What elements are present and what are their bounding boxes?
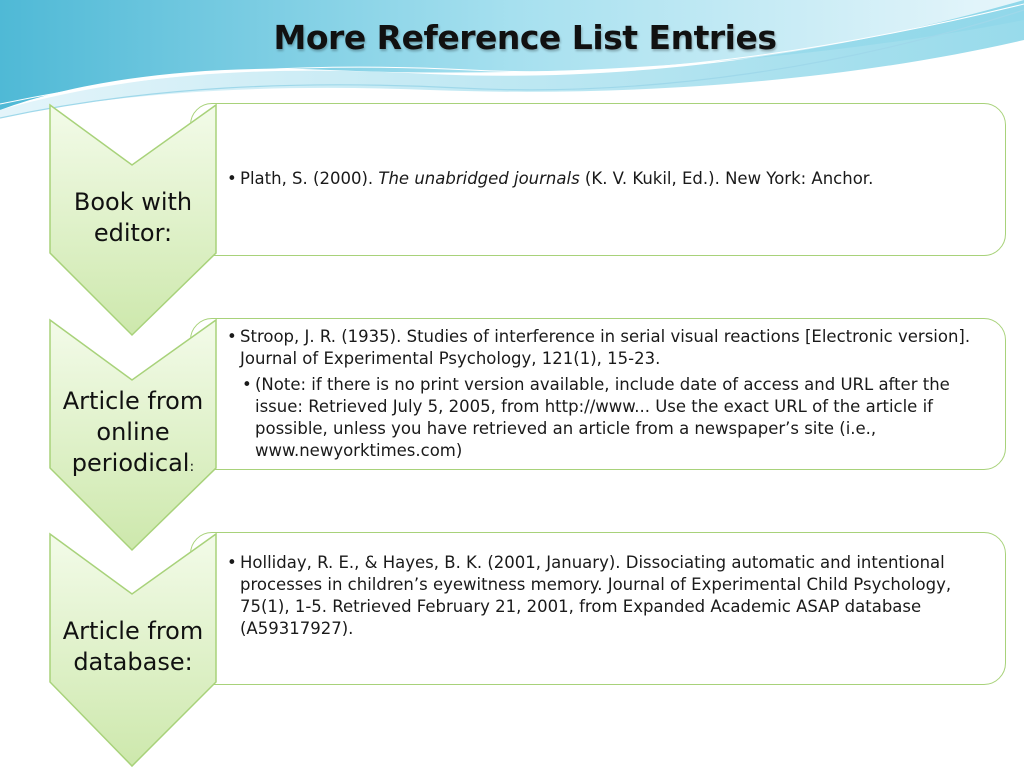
reference-note: • (Note: if there is no print version available, include date of access and URL after the issue: Retrieved July 5, 2005, from http://www... Use the exact URL of the article if possible, unless you have retrieved an article from a newspaper’s site (i.e., www.newyorktimes.com) bbox=[242, 375, 950, 460]
chevron-online-periodical bbox=[48, 318, 218, 553]
reference-entry-plath: • Plath, S. (2000). The unabridged journals (K. V. Kukil, Ed.). New York: Anchor. bbox=[227, 169, 874, 188]
book-title: The unabridged journals bbox=[378, 169, 580, 188]
category-label: Article from database: bbox=[62, 617, 204, 676]
bullet: • bbox=[227, 553, 237, 572]
category-label: Book with editor: bbox=[73, 188, 193, 247]
bullet: • bbox=[227, 327, 237, 346]
chevron-book-with-editor bbox=[48, 103, 218, 338]
bullet: • bbox=[227, 169, 237, 188]
bullet: • bbox=[242, 375, 252, 394]
chevron-database bbox=[48, 532, 218, 768]
page-title: More Reference List Entries bbox=[273, 18, 777, 57]
reference-entry-stroop: • Stroop, J. R. (1935). Studies of interference in serial visual reactions [Electronic version]. Journal of Experimental Psychology, 121(1), 15-23. bbox=[227, 327, 971, 368]
category-label: Article from online periodical: bbox=[62, 387, 204, 477]
reference-entry-holliday: • Holliday, R. E., & Hayes, B. K. (2001, January). Dissociating automatic and intentional processes in children’s eyewitness memory. Journal of Experimental Child Psychology, 75(1), 1-5. Retrieved February 21, 2001, from Expanded Academic ASAP database (A59317927). bbox=[227, 553, 952, 638]
